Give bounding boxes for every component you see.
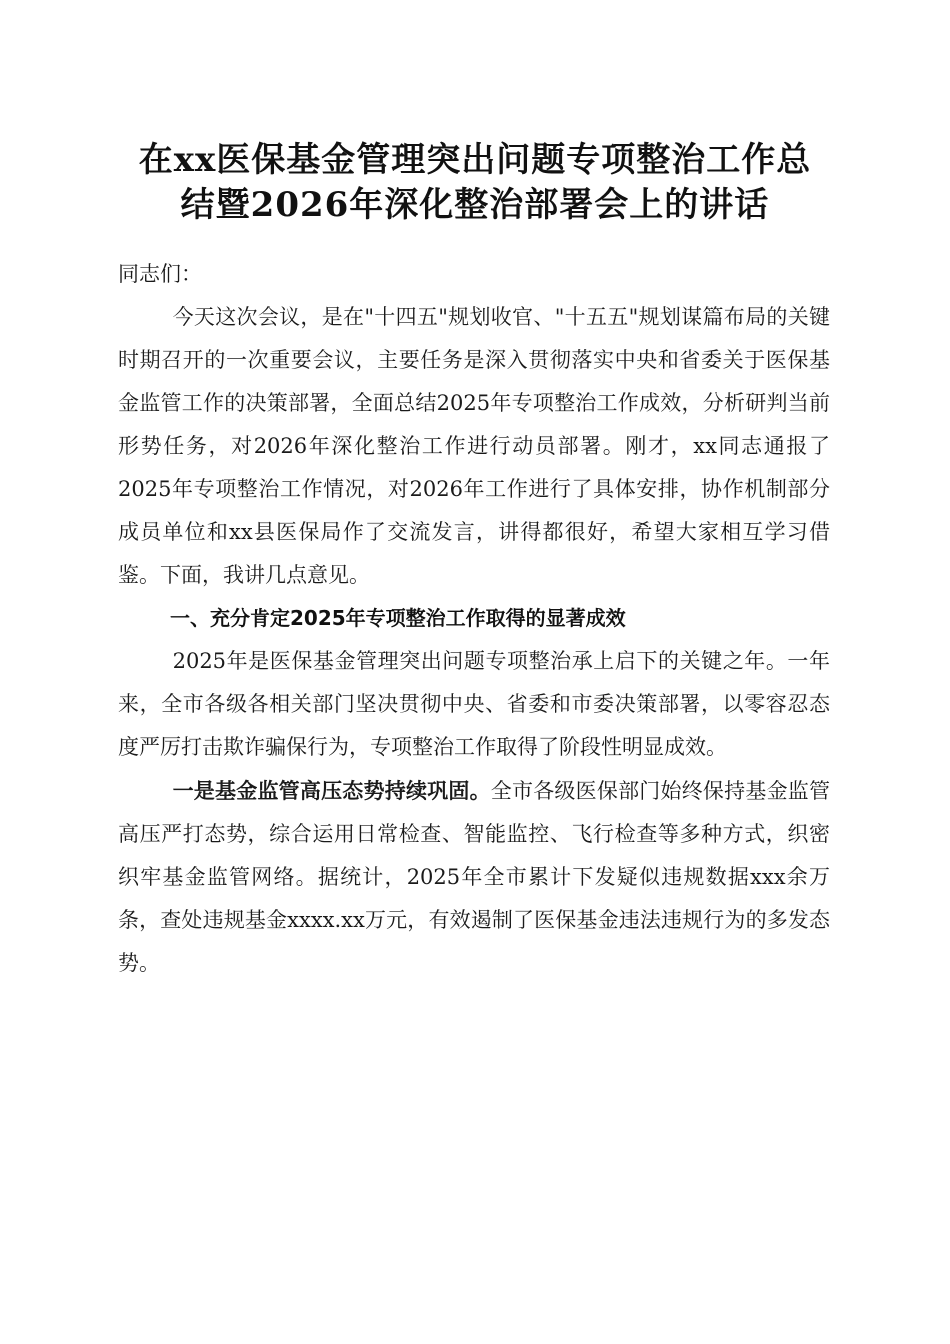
document-body bbox=[118, 253, 830, 985]
paragraph-opening: 今天这次会议，是在"十四五"规划收官、"十五五"规划谋篇布局的关键时期召开的一次重要会议，主要任务是深入贯彻落实中央和省委关于医保基金监管工作的决策部署，全面总结2025年专项整治工作成效，分析研判当前形势任务，对2026年深化整治工作进行动员部署。刚才，xx同志通报了2025年专项整治工作情况，对2026年工作进行了具体安排，协作机制部分成员单位和xx县医保局作了交流发言，讲得都很好，希望大家相互学习借鉴。下面，我讲几点意见。 bbox=[118, 305, 830, 587]
paragraph-point-1 bbox=[118, 769, 830, 985]
point-1-text: 全市各级医保部门始终保持基金监管高压严打态势，综合运用日常检查、智能监控、飞行检查等多种方式，织密织牢基金监管网络。据统计，2025年全市累计下发疑似违规数据xxx余万条，查处违规基金xxxx.xx万元，有效遏制了医保基金违法违规行为的多发态势。 bbox=[118, 779, 830, 975]
point-1-lead: 一是基金监管高压态势持续巩固。 bbox=[172, 778, 491, 803]
document-title bbox=[110, 138, 840, 228]
title-line-1: 在xx医保基金管理突出问题专项整治工作总 bbox=[138, 140, 812, 180]
title-line-2: 结暨2026年深化整治部署会上的讲话 bbox=[180, 185, 770, 225]
paragraph-section1-intro: 2025年是医保基金管理突出问题专项整治承上启下的关键之年。一年来，全市各级各相关部门坚决贯彻中央、省委和市委决策部署，以零容忍态度严厉打击欺诈骗保行为，专项整治工作取得了阶段性明显成效。 bbox=[118, 649, 830, 759]
salutation: 同志们： bbox=[118, 262, 202, 286]
section-heading-1: 一、充分肯定2025年专项整治工作取得的显著成效 bbox=[170, 606, 626, 630]
